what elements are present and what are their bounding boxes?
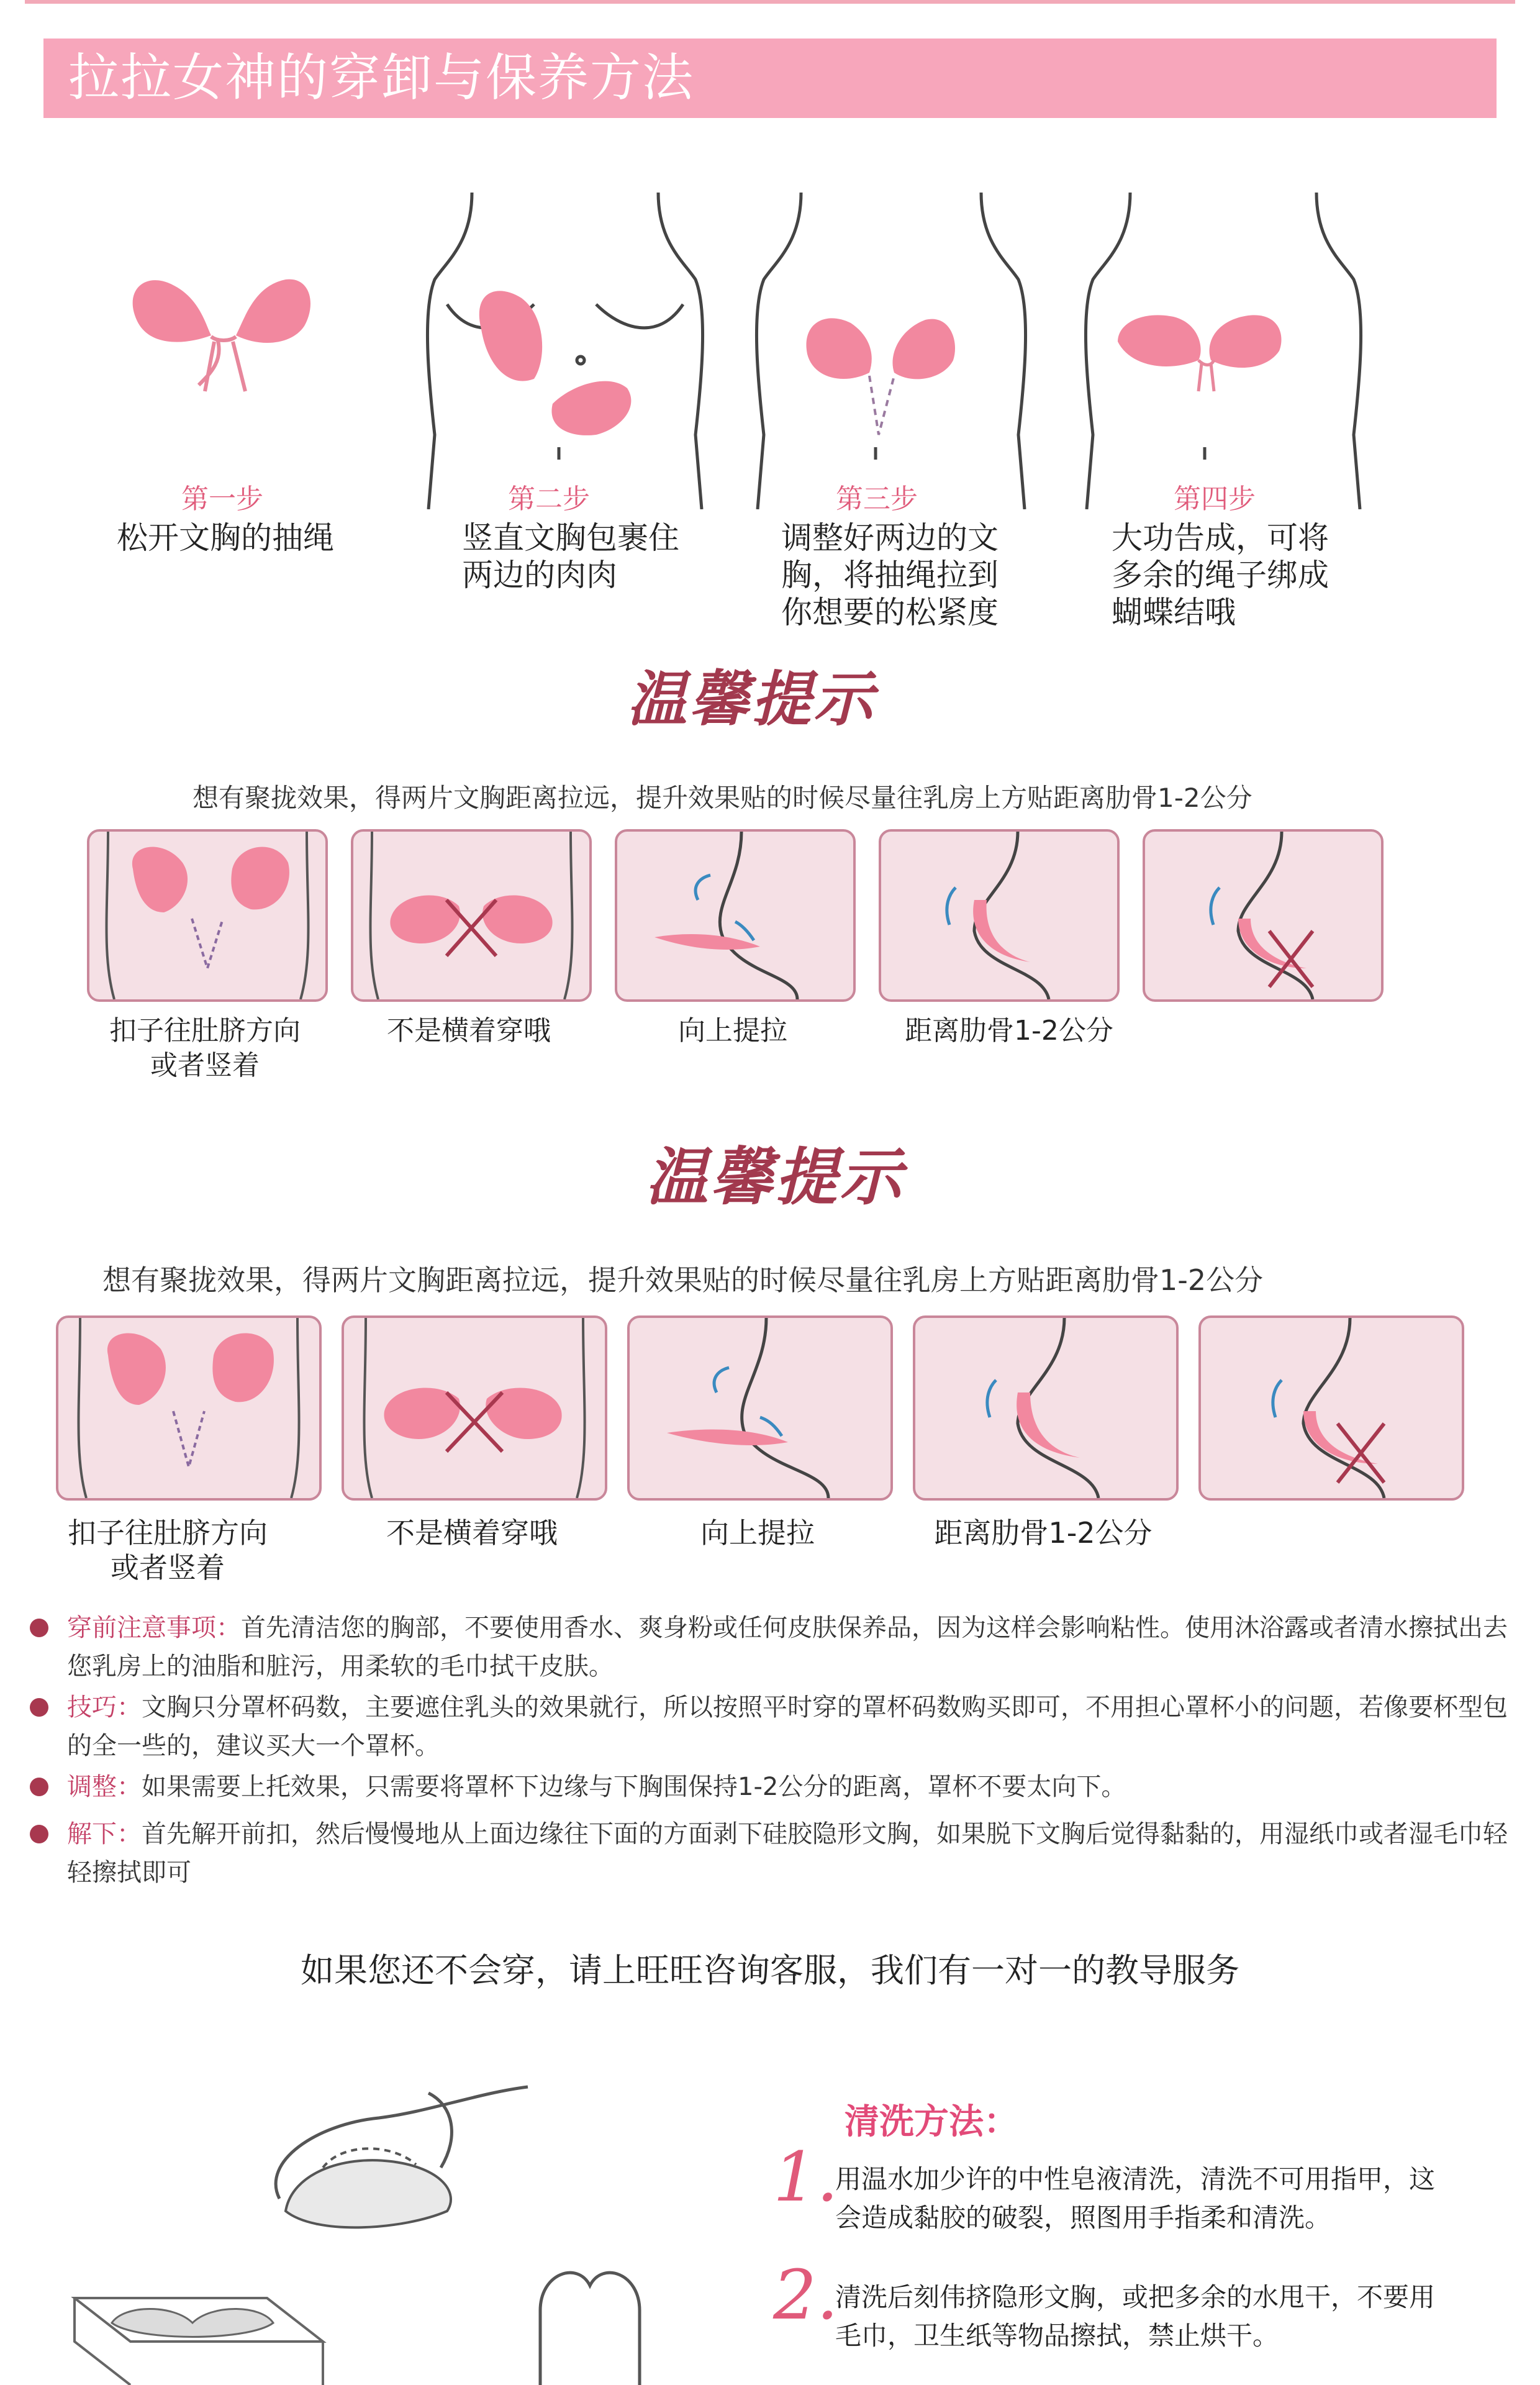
tips1-note: 想有聚拢效果，得两片文胸距离拉远，提升效果贴的时候尽量往乳房上方贴距离肋骨1-2公分	[192, 783, 1252, 813]
bullet-dot	[30, 1825, 48, 1843]
tip-tile-horizontal-wrong	[351, 829, 592, 1002]
wash-number-2: 2.	[773, 2255, 838, 2335]
tip-tile-wrong-position	[1143, 829, 1384, 1002]
bullet-dot	[30, 1778, 48, 1796]
wash-step-1-text: 用温水加少许的中性皂液清洗，清洗不可用指甲，这会造成黏胶的破裂，照图用手指柔和清洗。	[835, 2164, 1436, 2233]
tip2-tile-wrong-position	[1198, 1315, 1464, 1501]
bullet-note-tips	[30, 1688, 1520, 1769]
step1-bra-image	[133, 279, 310, 391]
step2-description: 竖直文胸包裹住两边的肉肉	[462, 520, 679, 593]
step3-description: 调整好两边的文胸，将抽绳拉到你想要的松紧度	[781, 520, 999, 630]
step3-heading: 第三步	[836, 483, 918, 515]
top-divider	[25, 0, 1515, 4]
bullet-label: 调整：	[67, 1773, 142, 1801]
wash-title: 清洗方法：	[845, 2102, 1018, 2142]
tip2-tile-lift-up	[627, 1315, 893, 1501]
washing-illustration	[56, 2050, 739, 2385]
tip2-tile-rib-distance	[913, 1315, 1179, 1501]
tips1-tiles	[87, 829, 1391, 1009]
tip-tile-lift-up	[615, 829, 856, 1002]
step4-description: 大功告成，可将多余的绳子绑成蝴蝶结哦	[1112, 520, 1329, 630]
bullet-dot	[30, 1619, 48, 1637]
bullet-label: 技巧：	[67, 1693, 142, 1722]
bullet-text: 首先解开前扣，然后慢慢地从上面边缘往下面的方面剥下硅胶隐形文胸，如果脱下文胸后觉得黏黏的，用湿纸巾或者湿毛巾轻轻擦拭即可	[67, 1820, 1508, 1887]
step3-torso-image	[756, 193, 1025, 509]
page-title: 拉拉女神的穿卸与保养方法	[68, 48, 695, 107]
tips2-label-1: 扣子往肚脐方向 或者竖着	[68, 1516, 268, 1584]
tips1-title: 温馨提示	[627, 664, 876, 734]
tip-tile-front-clasp	[87, 829, 328, 1002]
bullet-label: 穿前注意事项：	[67, 1614, 241, 1642]
tips2-tiles	[56, 1315, 1484, 1502]
step2-heading: 第二步	[508, 483, 590, 515]
tips1-label-1: 扣子往肚脐方向 或者竖着	[109, 1015, 301, 1081]
bullet-note-precautions	[30, 1609, 1520, 1689]
bullet-text: 文胸只分罩杯码数，主要遮住乳头的效果就行，所以按照平时穿的罩杯码数购买即可，不用担心罩杯小的问题，若像要杯型包的全一些的，建议买大一个罩杯。	[67, 1693, 1508, 1760]
tips2-label-4: 距离肋骨1-2公分	[934, 1516, 1153, 1550]
steps-illustration	[0, 174, 1540, 509]
consult-message: 如果您还不会穿，请上旺旺咨询客服，我们有一对一的教导服务	[301, 1951, 1239, 1990]
bullet-label: 解下：	[67, 1820, 142, 1848]
tips2-label-3: 向上提拉	[700, 1516, 815, 1550]
bullet-note-remove	[30, 1815, 1520, 1896]
step4-heading: 第四步	[1174, 483, 1256, 515]
bullet-dot	[30, 1698, 48, 1717]
tips2-label-2: 不是横着穿哦	[386, 1516, 558, 1550]
tips2-title: 温馨提示	[646, 1140, 904, 1214]
wash-number-1: 1.	[773, 2137, 838, 2217]
step1-description: 松开文胸的抽绳	[117, 520, 334, 556]
step2-torso-image	[427, 193, 702, 509]
tip2-tile-horizontal-wrong	[342, 1315, 607, 1501]
tip-tile-rib-distance	[879, 829, 1120, 1002]
bullet-text: 如果需要上托效果，只需要将罩杯下边缘与下胸围保持1-2公分的距离，罩杯不要太向下。	[142, 1773, 1126, 1801]
tips1-label-4: 距离肋骨1-2公分	[905, 1015, 1113, 1047]
bullet-text: 首先清洁您的胸部，不要使用香水、爽身粉或任何皮肤保养品，因为这样会影响粘性。使用沐浴露或者清水擦拭出去您乳房上的油脂和脏污，用柔软的毛巾拭干皮肤。	[67, 1614, 1508, 1681]
wash-step-2-text: 清洗后刻伟挤隐形文胸，或把多余的水甩干，不要用毛巾，卫生纸等物品擦拭，禁止烘干。	[835, 2282, 1436, 2351]
tips1-label-3: 向上提拉	[678, 1015, 787, 1047]
step1-heading: 第一步	[181, 483, 263, 515]
tips2-note: 想有聚拢效果，得两片文胸距离拉远，提升效果贴的时候尽量往乳房上方贴距离肋骨1-2公分	[102, 1263, 1264, 1297]
tip2-tile-front-clasp	[56, 1315, 322, 1501]
tips1-label-2: 不是横着穿哦	[387, 1015, 551, 1047]
bullet-note-adjust	[30, 1768, 1520, 1811]
